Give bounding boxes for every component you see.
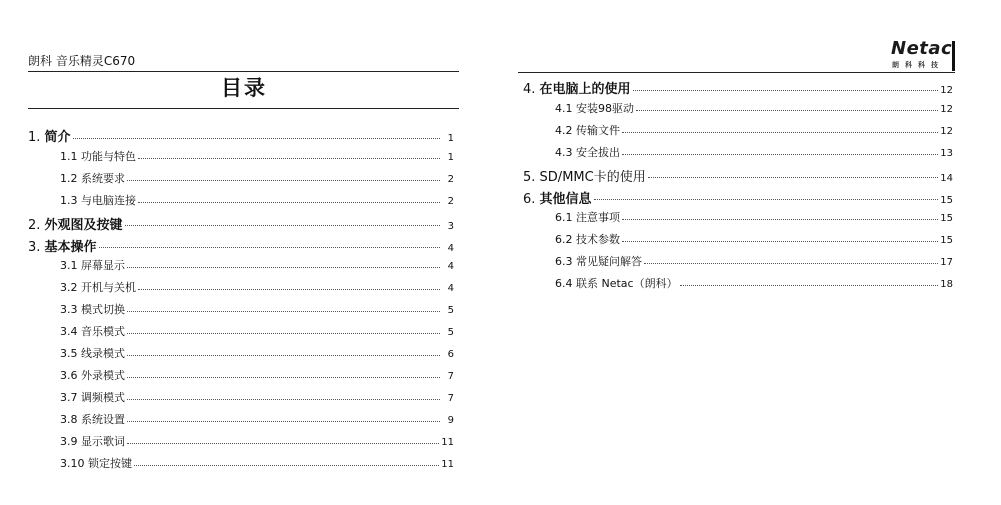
toc-entry-label <box>555 144 620 160</box>
toc-page-number: 12 <box>940 103 953 115</box>
toc-entry-label <box>523 78 631 97</box>
toc-leader-dots <box>127 398 440 400</box>
toc-leader-dots <box>99 246 440 248</box>
toc-leader-dots <box>644 262 938 264</box>
toc-leader-dots <box>622 218 938 220</box>
toc-entry-title: 技术参数 <box>576 233 620 247</box>
toc-page-number: 4 <box>447 283 454 295</box>
toc-entry-title: 在电脑上的使用 <box>539 82 631 97</box>
toc-entry-number: 4.1 <box>555 101 576 115</box>
toc-entry-title: 显示歌词 <box>81 434 125 448</box>
toc-entry-title: SD/MMC卡的使用 <box>539 169 646 185</box>
toc-page-number: 17 <box>940 257 953 269</box>
toc-entry-title: 传输文件 <box>576 123 620 137</box>
toc-entry-number: 4. <box>523 82 540 97</box>
toc-page-number: 13 <box>940 147 953 159</box>
toc-entry-title: 锁定按键 <box>88 456 132 470</box>
toc-page-number: 4 <box>447 242 454 254</box>
toc-entry-number: 3.10 <box>60 456 88 470</box>
toc-entry-title: 安全拔出 <box>576 145 620 159</box>
toc-entry-title: 基本操作 <box>44 239 97 255</box>
title-rule <box>28 108 459 109</box>
toc-entry[interactable] <box>523 188 953 207</box>
toc-leader-dots <box>636 109 938 111</box>
toc-entry[interactable] <box>523 78 953 97</box>
toc-leader-dots <box>127 310 440 312</box>
toc-leader-dots <box>138 157 440 159</box>
toc-entry-label <box>60 455 132 471</box>
toc-entry-number: 6.4 <box>555 277 576 291</box>
toc-entry-title: 开机与关机 <box>81 281 136 295</box>
toc-entry[interactable] <box>28 236 454 255</box>
toc-entry[interactable] <box>60 279 454 295</box>
toc-entry-label <box>555 122 620 138</box>
toc-leader-dots <box>127 376 440 378</box>
toc-entry-label <box>555 209 620 225</box>
toc-entry-number: 3.7 <box>60 390 81 404</box>
toc-entry-number: 6.2 <box>555 233 576 247</box>
toc-page-number: 1 <box>447 133 454 144</box>
toc-entry-title: 音乐模式 <box>81 325 125 339</box>
toc-leader-dots <box>138 201 440 203</box>
toc-entry[interactable] <box>60 301 454 317</box>
document-header-title: 朗科 音乐精灵C670 <box>28 54 136 68</box>
toc-entry-label <box>60 170 125 186</box>
toc-entry-label <box>555 253 642 269</box>
toc-entry-label <box>60 411 125 427</box>
toc-entry-label <box>555 100 634 116</box>
toc-entry-title: 模式切换 <box>81 303 125 317</box>
toc-entry-label <box>523 166 646 185</box>
logo-bar <box>952 41 955 71</box>
toc-entry[interactable] <box>60 192 454 208</box>
toc-leader-dots <box>648 176 939 178</box>
toc-entry-number: 1.2 <box>60 171 81 185</box>
toc-entry-number: 3. <box>28 239 45 255</box>
toc-page-number: 11 <box>441 436 454 448</box>
toc-page-number: 12 <box>940 125 953 137</box>
toc-entry-label <box>28 126 71 145</box>
toc-entry-title: 其他信息 <box>539 191 592 207</box>
toc-entry-label <box>60 345 125 361</box>
toc-entry[interactable] <box>60 389 454 405</box>
logo-word: Netac <box>891 38 953 59</box>
toc-entry-label <box>523 188 592 207</box>
toc-entry-title: 与电脑连接 <box>81 193 136 207</box>
toc-entry[interactable] <box>555 144 953 160</box>
toc-leader-dots <box>622 240 938 242</box>
toc-entry[interactable] <box>60 148 454 164</box>
toc-entry-number: 1.1 <box>60 149 81 163</box>
toc-page-number: 2 <box>447 173 454 185</box>
toc-entry-number: 4.3 <box>555 145 576 159</box>
toc-leader-dots <box>127 354 440 356</box>
toc-entry[interactable] <box>60 170 454 186</box>
toc-page-number: 5 <box>447 327 454 339</box>
toc-entry[interactable] <box>60 433 454 449</box>
toc-entry-number: 3.9 <box>60 434 81 448</box>
toc-leader-dots <box>134 464 439 466</box>
toc-page-number: 15 <box>940 213 953 225</box>
toc-entry[interactable] <box>60 411 454 427</box>
toc-entry-title: 调频模式 <box>81 390 125 404</box>
toc-entry-label <box>60 257 125 273</box>
toc-entry-number: 3.2 <box>60 281 81 295</box>
toc-entry[interactable] <box>28 214 454 233</box>
toc-entry[interactable] <box>60 323 454 339</box>
toc-leader-dots <box>73 137 440 139</box>
toc-leader-dots <box>138 288 440 290</box>
toc-entry-title: 简介 <box>44 130 71 145</box>
toc-entry-number: 3.4 <box>60 325 81 339</box>
toc-page-number: 3 <box>447 220 454 232</box>
toc-page-number: 7 <box>447 392 454 404</box>
toc-entry-title: 外录模式 <box>81 368 125 382</box>
toc-entry[interactable] <box>555 253 953 269</box>
logo-sub: 朗科科技 <box>892 61 944 69</box>
toc-leader-dots <box>127 420 440 422</box>
toc-entry-title: 屏幕显示 <box>81 259 125 273</box>
toc-entry-number: 3.1 <box>60 259 81 273</box>
page-title: 目录 <box>221 76 267 100</box>
toc-entry-number: 3.6 <box>60 368 81 382</box>
toc-leader-dots <box>633 89 939 91</box>
toc-entry-title: 常见疑问解答 <box>576 255 642 269</box>
toc-page-number: 14 <box>940 172 953 184</box>
toc-entry-number: 6.1 <box>555 211 576 225</box>
toc-entry-number: 6.3 <box>555 255 576 269</box>
toc-entry-number: 6. <box>523 191 540 207</box>
toc-entry-label <box>555 275 678 291</box>
toc-leader-dots <box>127 266 440 268</box>
toc-page-number: 15 <box>940 235 953 247</box>
toc-entry[interactable] <box>555 100 953 116</box>
toc-entry-number: 1. <box>28 130 45 145</box>
toc-entry-label <box>60 192 136 208</box>
toc-page-number: 12 <box>940 85 953 96</box>
toc-entry[interactable] <box>555 231 953 247</box>
toc-entry-title: 外观图及按键 <box>44 217 123 233</box>
header-rule-right <box>518 72 955 73</box>
toc-entry-label <box>60 389 125 405</box>
toc-entry-label <box>60 279 136 295</box>
toc-entry[interactable] <box>60 345 454 361</box>
toc-entry-number: 4.2 <box>555 123 576 137</box>
toc-entry-label <box>555 231 620 247</box>
toc-page-number: 1 <box>447 151 454 163</box>
toc-entry-title: 线录模式 <box>81 347 125 360</box>
toc-entry-label <box>28 236 97 255</box>
toc-entry-title: 功能与特色 <box>81 149 136 163</box>
toc-leader-dots <box>125 224 440 226</box>
toc-entry[interactable] <box>555 209 953 225</box>
toc-entry-number: 2. <box>28 217 45 233</box>
toc-entry-label <box>28 214 123 233</box>
toc-page-number: 6 <box>447 349 454 360</box>
toc-entry-title: 注意事项 <box>576 211 620 225</box>
toc-leader-dots <box>127 332 440 334</box>
toc-entry-number: 3.5 <box>60 347 81 360</box>
toc-entry-number: 3.8 <box>60 412 81 426</box>
toc-entry-number: 3.3 <box>60 303 81 317</box>
toc-entry-label <box>60 301 125 317</box>
toc-entry-title: 系统设置 <box>81 412 125 426</box>
toc-entry-label <box>60 148 136 164</box>
toc-entry-label <box>60 433 125 449</box>
toc-leader-dots <box>622 131 938 133</box>
toc-page-number: 2 <box>447 195 454 207</box>
toc-entry[interactable] <box>555 275 953 291</box>
toc-page-number: 18 <box>940 279 953 291</box>
toc-page-number: 15 <box>940 194 953 206</box>
toc-page-number: 4 <box>447 261 454 273</box>
toc-entry[interactable] <box>523 166 953 185</box>
toc-leader-dots <box>127 442 439 444</box>
toc-page-number: 11 <box>441 458 454 470</box>
toc-page-number: 5 <box>447 305 454 317</box>
toc-entry-label <box>60 367 125 383</box>
toc-entry[interactable] <box>60 257 454 273</box>
toc-leader-dots <box>680 284 939 286</box>
toc-leader-dots <box>622 153 938 155</box>
toc-entry-label <box>60 323 125 339</box>
toc-entry-number: 1.3 <box>60 193 81 207</box>
toc-entry-title: 系统要求 <box>81 171 125 185</box>
netac-logo <box>891 38 955 72</box>
toc-entry-title: 联系 Netac（朗科） <box>576 277 678 291</box>
toc-entry-number: 5. <box>523 169 540 185</box>
toc-page-number: 7 <box>447 370 454 382</box>
toc-leader-dots <box>594 198 939 200</box>
toc-entry[interactable] <box>28 126 454 145</box>
toc-entry[interactable] <box>60 367 454 383</box>
toc-entry[interactable] <box>60 455 454 471</box>
toc-leader-dots <box>127 179 440 181</box>
toc-entry[interactable] <box>555 122 953 138</box>
toc-entry-title: 安装98驱动 <box>576 101 634 115</box>
toc-page-number: 9 <box>447 414 454 426</box>
